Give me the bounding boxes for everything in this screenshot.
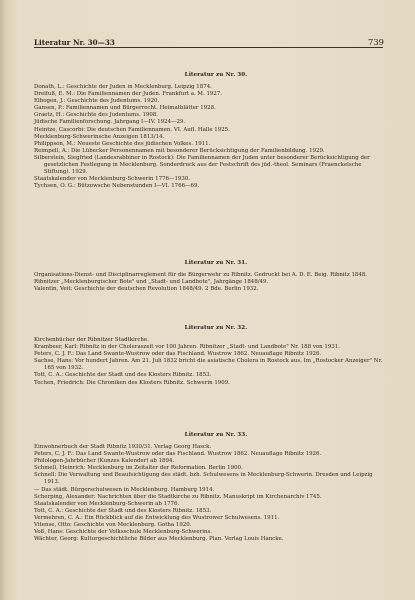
reference-entry: Philippson, M.: Neueste Geschichte des jüdischen Volkes. 1911.: [34, 140, 211, 147]
reference-entry: Mecklenburg-Schwerinsche Anzeigen 1813/14.: [34, 133, 165, 140]
reference-entry: Scherping, Alexander: Nachrichten über die Stadtkirche zu Ribnitz. Manuskript im Kirchenarchiv 1745.: [34, 493, 322, 500]
reference-entry: Voß, Hans: Geschichte der Volksschule Mecklenburg-Schwerins.: [34, 529, 213, 536]
reference-list: [34, 272, 384, 293]
page-number: 739: [368, 37, 384, 47]
reference-list: [34, 337, 384, 387]
reference-entry: Staatskalender von Mecklenburg-Schwerin ab 1776.: [34, 500, 180, 507]
reference-list: [34, 444, 384, 543]
reference-entry: Graetz, H.: Geschichte des Judentums. 1908.: [34, 112, 159, 119]
literature-section-33: [34, 432, 384, 543]
reference-entry: Silberstein, Siegfried (Landesrabbiner in Rostock): Die Familiennamen der Juden unter besonderer Berücksichtigung der gesetzlichen Festlegung in Mecklenburg. Sonderdruck aus der Festschrift des jüd.-theol. Seminars (Fraenckelsche Stiftung). 1929.: [34, 154, 370, 176]
reference-list: [34, 84, 384, 190]
reference-entry: Ribnitzer „Mecklenburgischer Bote" und „Stadt- und Landbote", Jahrgänge 1848/49.: [34, 279, 269, 286]
literature-section-31: [34, 260, 384, 293]
reference-entry: Einwohnerbuch der Stadt Ribnitz 1930/31. Verlag Georg Hasck.: [34, 444, 212, 450]
reference-entry: Tychsen, O. G.: Bützowsche Nebenstunden I—VI. 1766—69.: [34, 183, 200, 190]
section-title: Literatur zu Nr. 31.: [184, 260, 248, 266]
running-title: Literatur Nr. 30—33: [34, 38, 115, 47]
reference-entry: Peters, C. J. F.: Das Land Swante-Wustrow oder das Fischland. Wustrow 1862. Neuauflage Ribnitz 1926.: [34, 351, 322, 358]
reference-entry: Valentin, Veit: Geschichte der deutschen Revolution 1848/49. 2 Bde. Berlin 1932.: [34, 286, 259, 293]
reference-entry: Elbogen, J.: Geschichte des Judentums. 1920.: [34, 98, 160, 105]
reference-entry: Staatskalender von Mecklenburg-Schwerin 1776—1930.: [34, 176, 191, 183]
reference-entry: Gansen, P.: Familiennamen und Bürgerrecht. Heimatblätter 1928.: [34, 105, 216, 112]
reference-entry: Reimpell, A.: Die Lübecker Personennamen mit besonderer Berücksichtigung der Familienbildung. 1929.: [34, 147, 325, 154]
header-rule: [34, 47, 383, 48]
reference-entry: Schnell: Die Verwaltung und Beaufsichtigung des städt. bzh. Schulwesens in Mecklenburg-Schwerin. Dresden und Leipzig 1913.: [34, 472, 373, 486]
reference-entry: Donath, L.: Geschichte der Juden in Mecklenburg. Leipzig 1874.: [34, 84, 212, 90]
section-title: Literatur zu Nr. 32.: [184, 325, 248, 331]
reference-entry: Vitense, Otto: Geschichte von Mecklenburg. Gotha 1920.: [34, 522, 192, 529]
literature-section-30: [34, 72, 384, 190]
reference-entry: Schmell, Heinrich: Mecklenburg im Zeitalter der Reformation. Berlin 1900.: [34, 465, 243, 472]
reference-entry: Krambeer, Karl: Ribnitz in der Choleraszeit vor 100 Jahren. Ribnitzer „Stadt- und Landbote" Nr. 188 von 1931.: [34, 344, 340, 351]
running-head: [34, 37, 384, 47]
reference-entry: Organisations-Dienst- und Disciplinarreglement für die Bürgerwehr zu Ribnitz. Gedruckt bei A. D. E. Beig. Ribnitz 1848.: [34, 272, 368, 278]
reference-entry: Jüdische Familienforschung. Jahrgang I—IV. 1924—29.: [34, 119, 186, 126]
reference-entry: Vermehren, C. A.: Ein Rückblick auf die Entwicklung des Wustrower Schulwesens. 1911.: [34, 514, 280, 521]
literature-section-32: [34, 325, 384, 387]
section-title: Literatur zu Nr. 33.: [184, 432, 248, 438]
reference-entry: Peters, C. J. F.: Das Land Swante-Wustrow oder das Fischland. Wustrow 1862. Neuauflage Ribnitz 1926.: [34, 451, 322, 458]
reference-entry: Sachse, Hans: Vor hundert Jahren. Am 21. Juli 1832 bricht die asiatische Cholera in Rostock aus. Im „Rostocker Anzeiger" Nr. 165 von 1932.: [34, 358, 383, 372]
reference-entry: Kirchenbücher der Ribnitzer Stadtkirche.: [34, 337, 149, 343]
reference-entry: Philologen-Jahrbücher (Kunzes Kalender) ab 1894.: [34, 458, 175, 465]
reference-entry: Techen, Friedrich: Die Chroniken des Klosters Ribnitz. Schwerin 1909.: [34, 379, 230, 386]
reference-entry: Dreifuß, E. M.: Die Familiennamen der Juden. Frankfurt a. M. 1927.: [34, 91, 223, 98]
reference-entry: Tott, C. A.: Geschichte der Stadt und des Klosters Ribnitz. 1853.: [34, 372, 212, 379]
reference-entry: Wächter, Georg: Kulturgeschichtliche Bilder aus Mecklenburg. Plan. Verlag Louis Hancke.: [34, 536, 284, 543]
reference-entry: — Das städt. Bürgerschulwesen in Mecklenburg. Hamburg 1914.: [34, 486, 215, 493]
reference-entry: Tott, C. A.: Geschichte der Stadt und des Klosters Ribnitz. 1853.: [34, 507, 212, 514]
section-title: Literatur zu Nr. 30.: [184, 72, 248, 78]
reference-entry: Heintze, Cascorbi: Die deutschen Familiennamen. VI. Aufl. Halle 1925.: [34, 126, 230, 133]
